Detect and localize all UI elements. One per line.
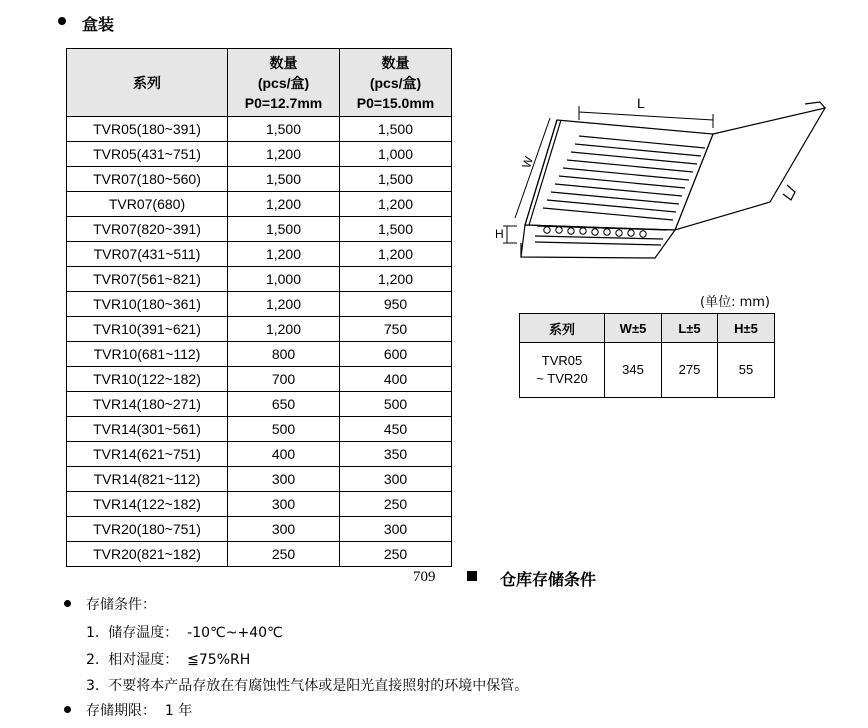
cell-qty-150: 1,500 — [340, 217, 452, 242]
cell-qty-150: 450 — [340, 417, 452, 442]
dim-header-series: 系列 — [520, 314, 605, 343]
table-row — [67, 442, 452, 467]
cell-qty-150: 250 — [340, 492, 452, 517]
cell-qty-150: 750 — [340, 317, 452, 342]
cell-qty-127: 1,500 — [228, 117, 340, 142]
cell-qty-150: 1,200 — [340, 267, 452, 292]
diagram-label-h: H — [495, 227, 504, 241]
cell-qty-150: 1,200 — [340, 192, 452, 217]
section-bullet — [58, 17, 66, 25]
cell-qty-150: 300 — [340, 467, 452, 492]
cell-series: TVR14(301~561) — [67, 417, 228, 442]
cell-qty-127: 1,200 — [228, 292, 340, 317]
period-bullet — [64, 706, 71, 713]
table-row — [67, 267, 452, 292]
cell-series: TVR07(680) — [67, 192, 228, 217]
dim-series-cell: TVR05 ~ TVR20 — [520, 343, 605, 398]
cell-qty-127: 1,500 — [228, 167, 340, 192]
cell-series: TVR07(180~560) — [67, 167, 228, 192]
table-row — [67, 542, 452, 567]
cell-qty-150: 500 — [340, 392, 452, 417]
dim-header-l: L±5 — [662, 314, 718, 343]
cell-qty-127: 1,200 — [228, 142, 340, 167]
storage-section-marker — [467, 571, 477, 581]
cell-qty-150: 300 — [340, 517, 452, 542]
storage-section-title: 仓库存储条件 — [500, 570, 597, 589]
cell-qty-150: 250 — [340, 542, 452, 567]
storage-conditions-label: 存储条件： — [86, 597, 156, 613]
cell-qty-150: 350 — [340, 442, 452, 467]
cell-series: TVR14(122~182) — [67, 492, 228, 517]
table-row — [67, 517, 452, 542]
cell-series: TVR10(180~361) — [67, 292, 228, 317]
cell-qty-127: 1,200 — [228, 242, 340, 267]
table-row — [67, 417, 452, 442]
dim-header-h: H±5 — [718, 314, 775, 343]
cell-qty-127: 1,200 — [228, 192, 340, 217]
dim-value-h: 55 — [718, 343, 775, 398]
table-row — [67, 492, 452, 517]
storage-item-temperature: 1. 储存温度： -10℃~+40℃ — [86, 625, 283, 641]
table-row — [67, 142, 452, 167]
table-row — [67, 392, 452, 417]
table-row — [67, 167, 452, 192]
cell-qty-150: 600 — [340, 342, 452, 367]
table-row — [67, 242, 452, 267]
storage-item-humidity: 2. 相对湿度： ≦75%RH — [86, 652, 251, 668]
cell-qty-150: 950 — [340, 292, 452, 317]
dim-value-l: 275 — [662, 343, 718, 398]
cell-series: TVR14(621~751) — [67, 442, 228, 467]
cell-series: TVR05(431~751) — [67, 142, 228, 167]
cell-series: TVR20(821~182) — [67, 542, 228, 567]
cell-qty-127: 700 — [228, 367, 340, 392]
cell-qty-150: 400 — [340, 367, 452, 392]
cell-qty-127: 500 — [228, 417, 340, 442]
storage-item-environment: 3. 不要将本产品存放在有腐蚀性气体或是阳光直接照射的环境中保管。 — [86, 678, 529, 694]
box-diagram — [495, 90, 830, 270]
page-number: 709 — [413, 569, 436, 585]
table-row — [67, 117, 452, 142]
cell-qty-150: 1,500 — [340, 167, 452, 192]
cell-qty-127: 650 — [228, 392, 340, 417]
cell-qty-127: 400 — [228, 442, 340, 467]
table-row — [67, 217, 452, 242]
table-row — [67, 342, 452, 367]
cell-qty-127: 1,000 — [228, 267, 340, 292]
cell-qty-127: 1,200 — [228, 317, 340, 342]
quantity-table — [66, 48, 452, 567]
header-series: 系列 — [67, 49, 228, 117]
section-title-box: 盒装 — [82, 15, 115, 34]
dim-header-row — [520, 314, 775, 343]
unit-note: (单位: mm) — [700, 295, 770, 310]
cell-series: TVR14(821~112) — [67, 467, 228, 492]
cell-series: TVR07(561~821) — [67, 267, 228, 292]
cell-qty-127: 300 — [228, 467, 340, 492]
cell-series: TVR05(180~391) — [67, 117, 228, 142]
cell-series: TVR20(180~751) — [67, 517, 228, 542]
cell-series: TVR07(820~391) — [67, 217, 228, 242]
cell-qty-127: 250 — [228, 542, 340, 567]
cell-qty-127: 300 — [228, 492, 340, 517]
cell-series: TVR10(122~182) — [67, 367, 228, 392]
table-row — [67, 367, 452, 392]
header-qty-150: 数量 (pcs/盒) P0=15.0mm — [340, 49, 452, 117]
dim-row — [520, 343, 775, 398]
cell-qty-127: 300 — [228, 517, 340, 542]
conditions-bullet — [64, 600, 71, 607]
table-row — [67, 467, 452, 492]
cell-qty-150: 1,500 — [340, 117, 452, 142]
cell-qty-150: 1,200 — [340, 242, 452, 267]
cell-series: TVR07(431~511) — [67, 242, 228, 267]
dimension-table — [519, 313, 775, 398]
cell-qty-127: 1,500 — [228, 217, 340, 242]
dim-value-w: 345 — [605, 343, 662, 398]
cell-qty-127: 800 — [228, 342, 340, 367]
cell-series: TVR14(180~271) — [67, 392, 228, 417]
diagram-label-l: L — [637, 95, 645, 111]
cell-qty-150: 1,000 — [340, 142, 452, 167]
table-row — [67, 292, 452, 317]
table-header-row — [67, 49, 452, 117]
table-row — [67, 192, 452, 217]
diagram-label-w: W — [519, 154, 536, 170]
cell-series: TVR10(681~112) — [67, 342, 228, 367]
dim-header-w: W±5 — [605, 314, 662, 343]
storage-period: 存储期限： 1 年 — [86, 703, 193, 719]
cell-series: TVR10(391~621) — [67, 317, 228, 342]
header-qty-127: 数量 (pcs/盒) P0=12.7mm — [228, 49, 340, 117]
table-row — [67, 317, 452, 342]
